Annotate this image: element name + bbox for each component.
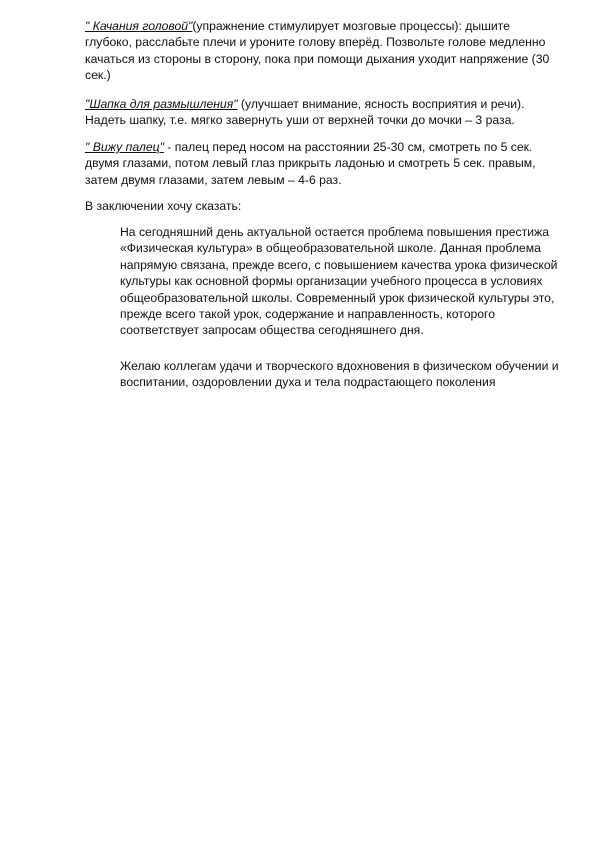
exercise-title: " Вижу палец" <box>85 140 164 154</box>
exercise-text: - палец перед носом на расстоянии 25-30 см, смотреть по 5 сек. двумя глазами, потом левый глаз прикрыть ладонью и смотреть 5 сек. правым, затем двумя глазами, затем левым – 4-6 раз. <box>85 140 536 187</box>
exercise-text: (упражнение стимулирует мозговые процессы): дышите глубоко, расслабьте плечи и уроните голову вперёд. Позвольте голове медленно качаться из стороны в сторону, пока при помощи дыхания уходит напряжение (30 сек.) <box>85 19 550 83</box>
exercise-thinking-cap <box>85 96 560 129</box>
exercise-title: "Шапка для размышления" <box>85 97 238 111</box>
conclusion-paragraph: На сегодняшний день актуальной остается проблема повышения престижа «Физическая культура» в общеобразовательной школе. Данная проблема напрямую связана, прежде всего, с повышением качества урока физической культуры как основной формы организации учебного процесса в условиях общеобразовательной школы. Современный урок физической культуры это, прежде всего такой урок, содержание и направленность, которого соответствует запросам общества сегодняшнего дня. <box>120 225 558 338</box>
exercise-title: " Качания головой" <box>85 19 193 33</box>
exercise-head-swing <box>85 18 560 84</box>
conclusion-wish: Желаю коллегам удачи и творческого вдохновения в физическом обучении и воспитании, оздоровлении духа и тела подрастающего поколения <box>120 359 559 390</box>
exercise-text: (улучшает внимание, ясность восприятия и речи). Надеть шапку, т.е. мягко завернуть уши от верхней точки до мочки – 3 раза. <box>85 97 525 128</box>
conclusion-intro: В заключении хочу сказать: <box>85 199 242 213</box>
exercise-see-finger <box>85 139 560 188</box>
